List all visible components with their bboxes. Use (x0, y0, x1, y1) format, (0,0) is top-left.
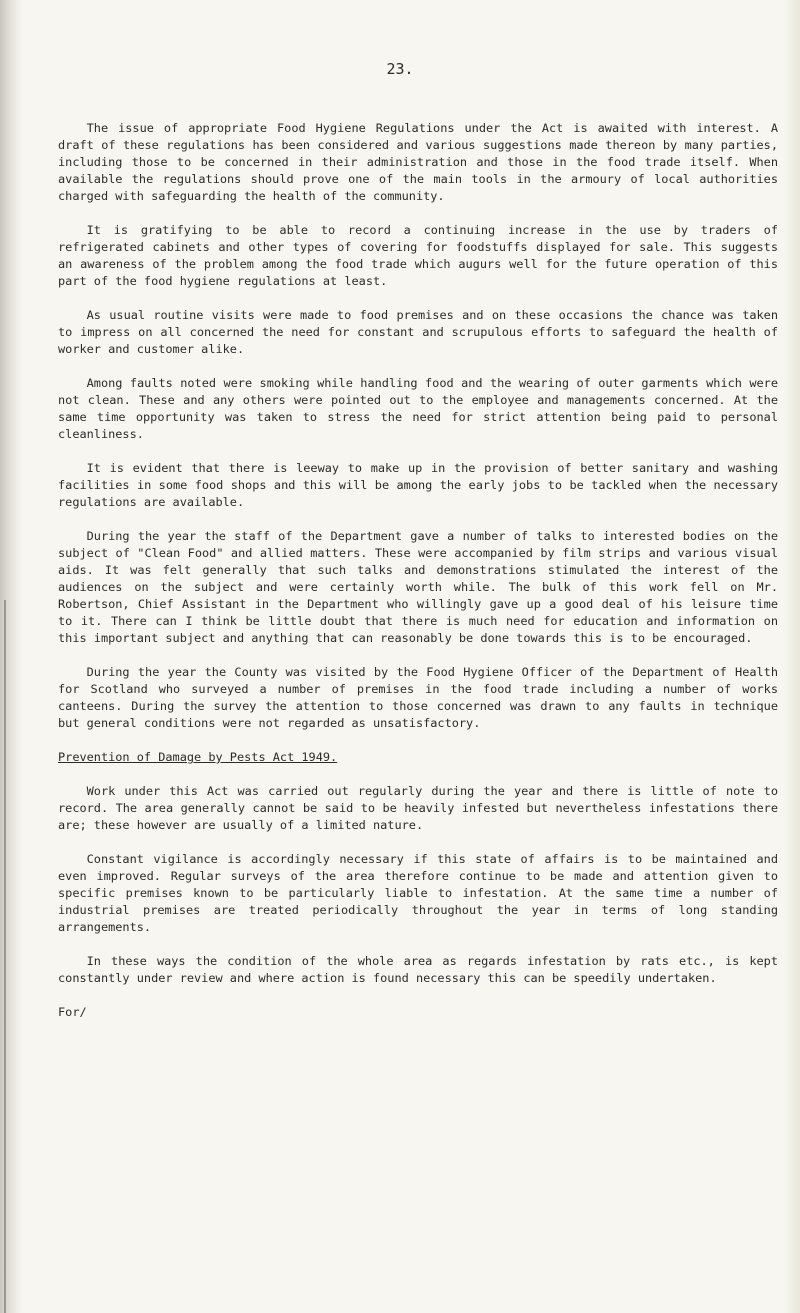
binding-edge-line (4, 600, 6, 1313)
paragraph-clean-food-talks: During the year the staff of the Department gave a number of talks to interested bodies on the subject of "Clean Food" and allied matters. These were accompanied by film strips and various visual aids. It was felt generally that such talks and demonstrations stimulated the interest of the audiences on the subject and were certainly worth while. The bulk of this work fell on Mr. Robertson, Chief Assistant in the Department who willingly gave up a good deal of his leisure time to it. There can I think be little doubt that there is much need for education and information on this important subject and anything that can reasonably be done towards this is to be encouraged. (58, 529, 778, 645)
paragraph-regulations-awaited: The issue of appropriate Food Hygiene Regulations under the Act is awaited with interest. A draft of these regulations has been considered and various suggestions made thereon by many parties, including those to be concerned in their administration and those in the food trade itself. When available the regulations should prove one of the main tools in the armoury of local authorities charged with safeguarding the health of the community. (58, 121, 778, 203)
paragraph-refrigerated-cabinets: It is gratifying to be able to record a continuing increase in the use by traders of refrigerated cabinets and other types of covering for foodstuffs displayed for sale. This suggests an awareness of the problem among the food trade which augurs well for the future operation of this part of the food hygiene regulations at least. (58, 223, 778, 288)
report-body (58, 120, 778, 1021)
page-number: 23. (386, 60, 414, 78)
paragraph-sanitary-facilities: It is evident that there is leeway to make up in the provision of better sanitary and washing facilities in some food shops and this will be among the early jobs to be tackled when the necessary regulations are available. (58, 461, 778, 509)
paragraph-routine-visits: As usual routine visits were made to food premises and on these occasions the chance was taken to impress on all concerned the need for constant and scrupulous efforts to safeguard the health of worker and customer alike. (58, 308, 778, 356)
paragraph-pests-work: Work under this Act was carried out regularly during the year and there is little of note to record. The area generally cannot be said to be heavily infested but nevertheless infestations there are; these however are usually of a limited nature. (58, 784, 778, 832)
page-edge-shading (784, 0, 800, 1313)
paragraph-faults-noted: Among faults noted were smoking while handling food and the wearing of outer garments which were not clean. These and any others were pointed out to the employee and managements concerned. At the same time opportunity was taken to stress the need for strict attention being paid to personal cleanliness. (58, 376, 778, 441)
paragraph-county-survey: During the year the County was visited by the Food Hygiene Officer of the Department of Health for Scotland who surveyed a number of premises in the food trade including a number of works canteens. During the survey the attention to those concerned was drawn to any faults in technique but general conditions were not regarded as unsatisfactory. (58, 665, 778, 730)
catchword: For/ (58, 1005, 87, 1019)
paragraph-constant-vigilance: Constant vigilance is accordingly necessary if this state of affairs is to be maintained and even improved. Regular surveys of the area therefore continue to be made and attention given to specific premises known to be particularly liable to infestation. At the same time a number of industrial premises are treated periodically throughout the year in terms of long standing arrangements. (58, 852, 778, 934)
paragraph-infestation-review: In these ways the condition of the whole area as regards infestation by rats etc., is kept constantly under review and where action is found necessary this can be speedily undertaken. (58, 954, 778, 985)
section-heading-pests-act: Prevention of Damage by Pests Act 1949. (58, 750, 338, 764)
